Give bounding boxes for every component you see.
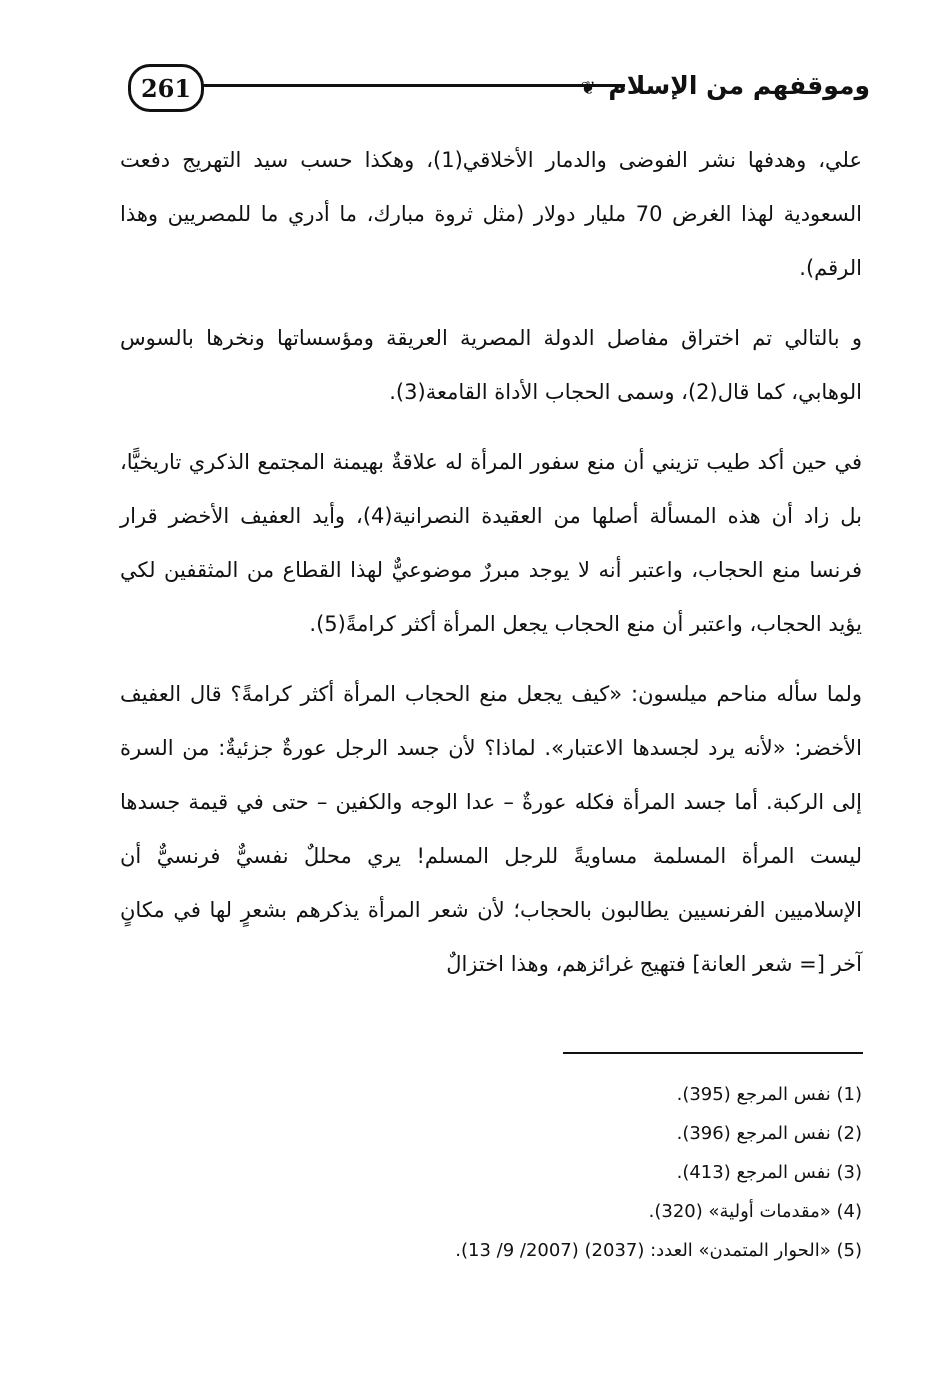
ornament-icon: ❦: [580, 78, 596, 99]
main-text: [120, 133, 862, 991]
footnote-separator: [563, 1052, 863, 1054]
running-title: [580, 62, 870, 110]
page-header: [120, 62, 870, 112]
footnotes: [120, 1075, 862, 1270]
paragraph: في حين أكد طيب تزيني أن منع سفور المرأة له علاقةٌ بهيمنة المجتمع الذكري تاريخيًّا، بل زاد أن هذه المسألة أصلها من العقيدة النصرانية(4)، وأيد العفيف الأخضر قرار فرنسا منع الحجاب، واعتبر أنه لا يوجد مبررٌ موضوعيٌّ لهذا القطاع من المثقفين لكي يؤيد الحجاب، واعتبر أن منع الحجاب يجعل المرأة أكثر كرامةً(5).: [120, 450, 862, 636]
book-title: وموقفهم من الإسلام: [608, 71, 870, 100]
paragraph: علي، وهدفها نشر الفوضى والدمار الأخلاقي(1)، وهكذا حسب سيد التهريج دفعت السعودية لهذا الغرض 70 مليار دولار (مثل ثروة مبارك، ما أدري ما للمصريين وهذا الرقم).: [120, 148, 863, 280]
footnote: (1) نفس المرجع (395).: [676, 1084, 862, 1105]
header-rule: [196, 84, 625, 87]
footnote: (3) نفس المرجع (413).: [676, 1162, 862, 1183]
page-number-badge: [128, 64, 204, 112]
footnote: (5) «الحوار المتمدن» العدد: (2037) (2007/ 9/ 13).: [455, 1240, 862, 1261]
footnote: (4) «مقدمات أولية» (320).: [648, 1201, 862, 1222]
footnote: (2) نفس المرجع (396).: [676, 1123, 862, 1144]
paragraph: و بالتالي تم اختراق مفاصل الدولة المصرية العريقة ومؤسساتها ونخرها بالسوس الوهابي، كما قال(2)، وسمى الحجاب الأداة القامعة(3).: [120, 326, 862, 404]
paragraph: ولما سأله مناحم ميلسون: «كيف يجعل منع الحجاب المرأة أكثر كرامةً؟ قال العفيف الأخضر: «لأنه يرد لجسدها الاعتبار». لماذا؟ لأن جسد الرجل عورةٌ جزئيةٌ: من السرة إلى الركبة. أما جسد المرأة فكله عورةٌ – عدا الوجه والكفين – حتى في قيمة جسدها ليست المرأة المسلمة مساويةً للرجل المسلم! يري محللٌ نفسيٌّ فرنسيٌّ أن الإسلاميين الفرنسيين يطالبون بالحجاب؛ لأن شعر المرأة يذكرهم بشعرٍ لها في مكانٍ آخر [= شعر العانة] فتهيج غرائزهم، وهذا اختزالٌ: [120, 682, 862, 976]
page-number: 261: [140, 73, 192, 103]
